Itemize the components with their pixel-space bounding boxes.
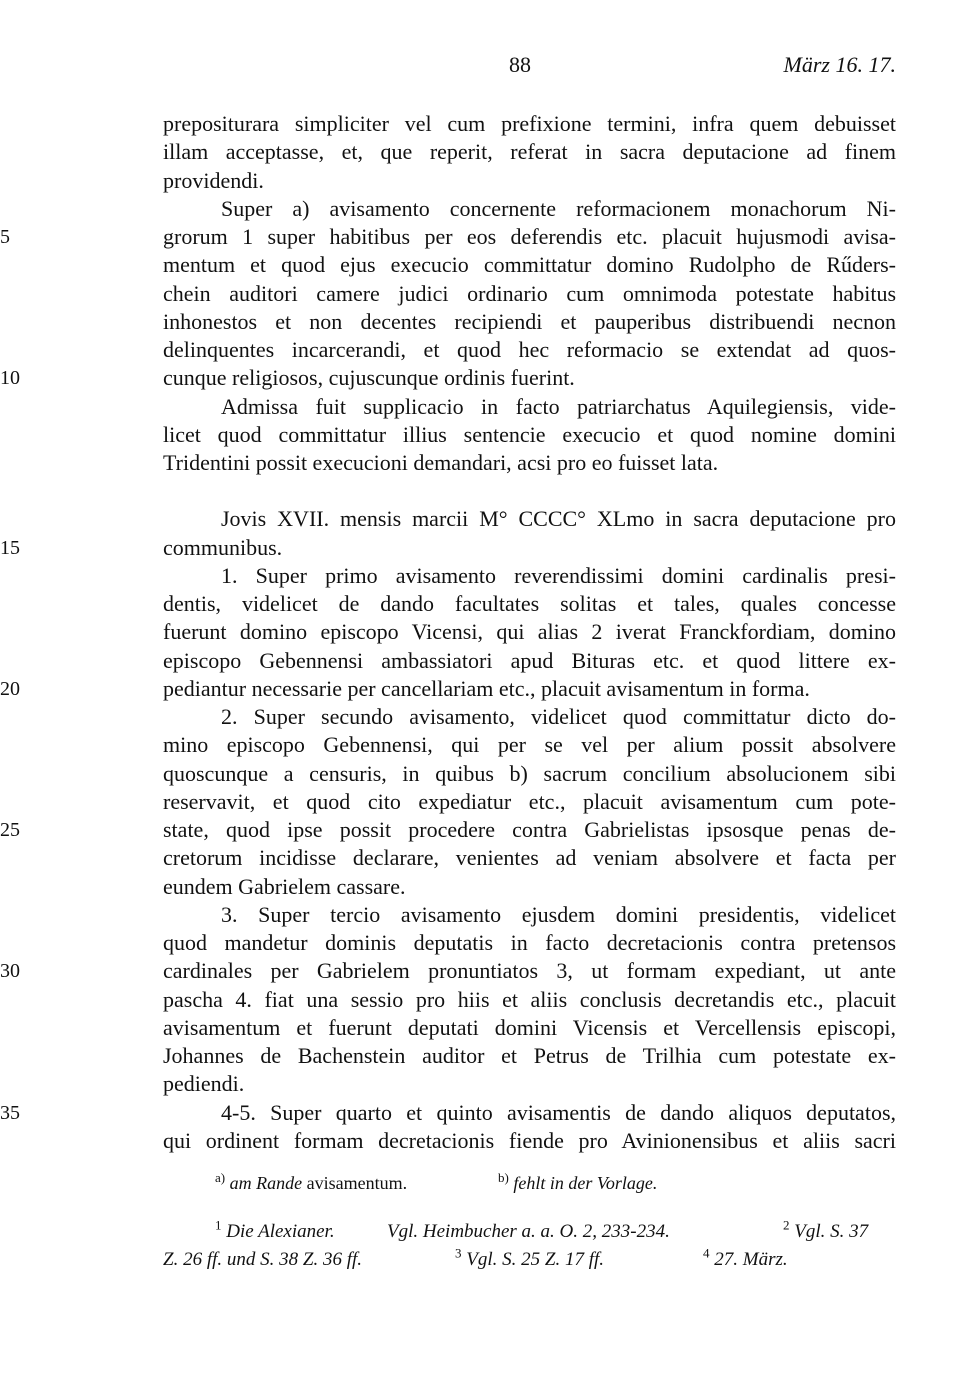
line-number: 15 — [0, 536, 20, 559]
line-text: pediendi. — [163, 1071, 245, 1097]
text-line — [163, 449, 896, 477]
line-text: communibus. — [163, 534, 283, 560]
line-number: 20 — [0, 677, 20, 700]
footnote-4 — [703, 1245, 788, 1272]
line-number: 25 — [0, 819, 20, 841]
line-text: mentum et quod ejus execucio committatur domino Rudolpho de Rűders- — [163, 252, 896, 278]
text-line — [163, 280, 896, 308]
text-line — [163, 195, 896, 223]
text-line — [163, 788, 896, 816]
line-text: qui ordinent formam decretacionis fiende pro Avinionensibus et aliis sacri — [163, 1127, 896, 1153]
line-text: eundem Gabrielem cassare. — [163, 873, 406, 899]
line-text: Tridentini possit execucioni demandari, acsi pro eo fuisset lata. — [163, 450, 719, 475]
running-header — [163, 52, 896, 82]
text-line — [0, 534, 896, 562]
line-number: 10 — [0, 367, 20, 390]
line-text: cretorum incidisse declarare, venientes ad veniam absolvere et facta per — [163, 845, 896, 871]
note-text: avisamentum. — [306, 1173, 408, 1193]
text-line — [0, 364, 896, 392]
footnote-1-reference: Vgl. Heimbucher a. a. O. 2, 233-234. — [387, 1221, 670, 1242]
line-number: 35 — [0, 1101, 20, 1124]
text-line — [163, 590, 896, 618]
footnote-3 — [455, 1245, 605, 1272]
footnote-marker: 1 — [215, 1217, 222, 1233]
text-line — [163, 703, 896, 731]
footnote-text: 27. März. — [714, 1249, 788, 1270]
line-text: illam acceptasse, et, que reperit, referat in sacra deputacione ad finem — [163, 139, 896, 165]
line-text: inhonestos et non decentes recipiendi et pauperibus distribuendi necnon — [163, 308, 896, 334]
text-line — [163, 986, 896, 1014]
line-text: state, quod ipse possit procedere contra Gabrielistas ipsosque penas de- — [163, 817, 896, 842]
line-text: cunque religiosos, cujuscunque ordinis fuerint. — [163, 365, 575, 391]
line-text: quod mandetur dominis deputatis in facto decretacionis contra pretensos — [163, 930, 896, 955]
running-head-date: März 16. 17. — [783, 52, 896, 77]
text-line — [163, 308, 896, 336]
line-text: cardinales per Gabrielem pronuntiatos 3, ut formam expediant, ut ante — [163, 958, 896, 984]
text-line — [0, 675, 896, 703]
line-text: quoscunque a censuris, in quibus b) sacrum concilium absolucionem sibi — [163, 760, 896, 786]
line-text: avisamentum et fuerunt deputati domini Vicensis et Vercellensis episcopi, — [163, 1014, 896, 1040]
text-line — [163, 1014, 896, 1042]
note-marker: a) — [215, 1170, 226, 1185]
text-line — [163, 505, 896, 533]
text-line — [163, 1042, 896, 1070]
text-line — [163, 760, 896, 788]
footnote-2 — [783, 1217, 869, 1244]
text-line — [163, 647, 896, 675]
text-line — [163, 929, 896, 957]
line-text: 4-5. Super quarto et quinto avisamentis de dando aliquos deputatos, — [221, 1099, 896, 1125]
text-line — [163, 138, 896, 166]
text-line — [163, 901, 896, 929]
note-text: fehlt in der Vorlage. — [513, 1173, 658, 1193]
text-line — [163, 873, 896, 901]
line-text: 2. Super secundo avisamento, videlicet quod committatur dicto do- — [221, 704, 896, 729]
footnote-line-1 — [163, 1217, 896, 1244]
text-line — [163, 251, 896, 279]
footnote-marker: 2 — [783, 1217, 790, 1233]
note-marker: b) — [498, 1170, 509, 1185]
line-text: dentis, videlicet de dando facultates solitas et tales, quales concesse — [163, 591, 896, 616]
line-text: providendi. — [163, 167, 264, 193]
line-text: reservavit, et quod cito expediatur etc., placuit avisamentum cum pote- — [163, 788, 896, 814]
line-text: prepositurara simpliciter vel cum prefixione termini, infra quem debuisset — [163, 111, 896, 136]
text-line — [163, 393, 896, 421]
line-text: mino episcopo Gebennensi, qui per se vel per alium possit absolvere — [163, 732, 896, 758]
line-text: Super a) avisamento concernente reformacionem monachorum Ni- — [221, 195, 896, 221]
critical-note-a — [215, 1170, 408, 1194]
line-text: grorum 1 super habitibus per eos deferendis etc. placuit hujusmodi avisa- — [163, 224, 896, 249]
text-line — [163, 336, 896, 364]
footnote-line-2 — [163, 1245, 896, 1272]
footnote-marker: 3 — [455, 1245, 462, 1261]
note-italic: am Rande — [229, 1173, 303, 1193]
text-line — [163, 421, 896, 449]
line-text: Admissa fuit supplicacio in facto patriarchatus Aquilegiensis, vide- — [221, 393, 896, 419]
line-number: 30 — [0, 960, 20, 983]
line-text: licet quod committatur illius sentencie execucio et quod nomine domini — [163, 421, 896, 447]
line-text: episcopo Gebennensi ambassiatori apud Bituras etc. et quod littere ex- — [163, 647, 896, 673]
text-line — [0, 816, 896, 844]
text-line — [163, 844, 896, 872]
text-line — [163, 1127, 896, 1155]
text-line — [163, 731, 896, 759]
footnote-text: Vgl. S. 37 — [794, 1221, 869, 1242]
line-number: 5 — [0, 226, 10, 248]
footnote-text: Vgl. S. 25 Z. 17 ff. — [466, 1249, 605, 1270]
line-text: Johannes de Bachenstein auditor et Petrus de Trilhia cum potestate ex- — [163, 1043, 896, 1068]
text-line — [163, 562, 896, 590]
footnote-1 — [215, 1217, 335, 1244]
footnote-text: Die Alexianer. — [226, 1221, 335, 1242]
line-text: 1. Super primo avisamento reverendissimi domini cardinalis presi- — [221, 562, 896, 588]
text-line — [163, 167, 896, 195]
line-text: delinquentes incarcerandi, et quod hec reformacio se extendat ad quos- — [163, 337, 896, 362]
text-line — [163, 618, 896, 646]
line-text: pediantur necessarie per cancellariam etc., placuit avisamentum in forma. — [163, 675, 810, 701]
line-text: fuerunt domino episcopo Vicensi, qui alias 2 iverat Franckfordiam, domino — [163, 619, 896, 645]
text-line — [0, 1099, 896, 1127]
footnote-2-continued: Z. 26 ff. und S. 38 Z. 36 ff. — [163, 1249, 362, 1270]
main-text — [0, 110, 896, 1155]
line-text: 3. Super tercio avisamento ejusdem domini presidentis, videlicet — [221, 901, 896, 927]
page-number: 88 — [509, 52, 531, 77]
line-text: Jovis XVII. mensis marcii M° CCCC° XLmo in sacra deputacione pro — [221, 506, 896, 532]
critical-note-b — [498, 1170, 658, 1194]
text-line — [0, 223, 896, 251]
footnote-marker: 4 — [703, 1245, 710, 1261]
line-text: pascha 4. fiat una sessio pro hiis et aliis conclusis decretandis etc., placuit — [163, 986, 896, 1012]
text-line — [0, 957, 896, 985]
text-line — [163, 1070, 896, 1098]
text-line — [163, 110, 896, 138]
line-text: chein auditori camere judici ordinario cum omnimoda potestate habitus — [163, 280, 896, 306]
